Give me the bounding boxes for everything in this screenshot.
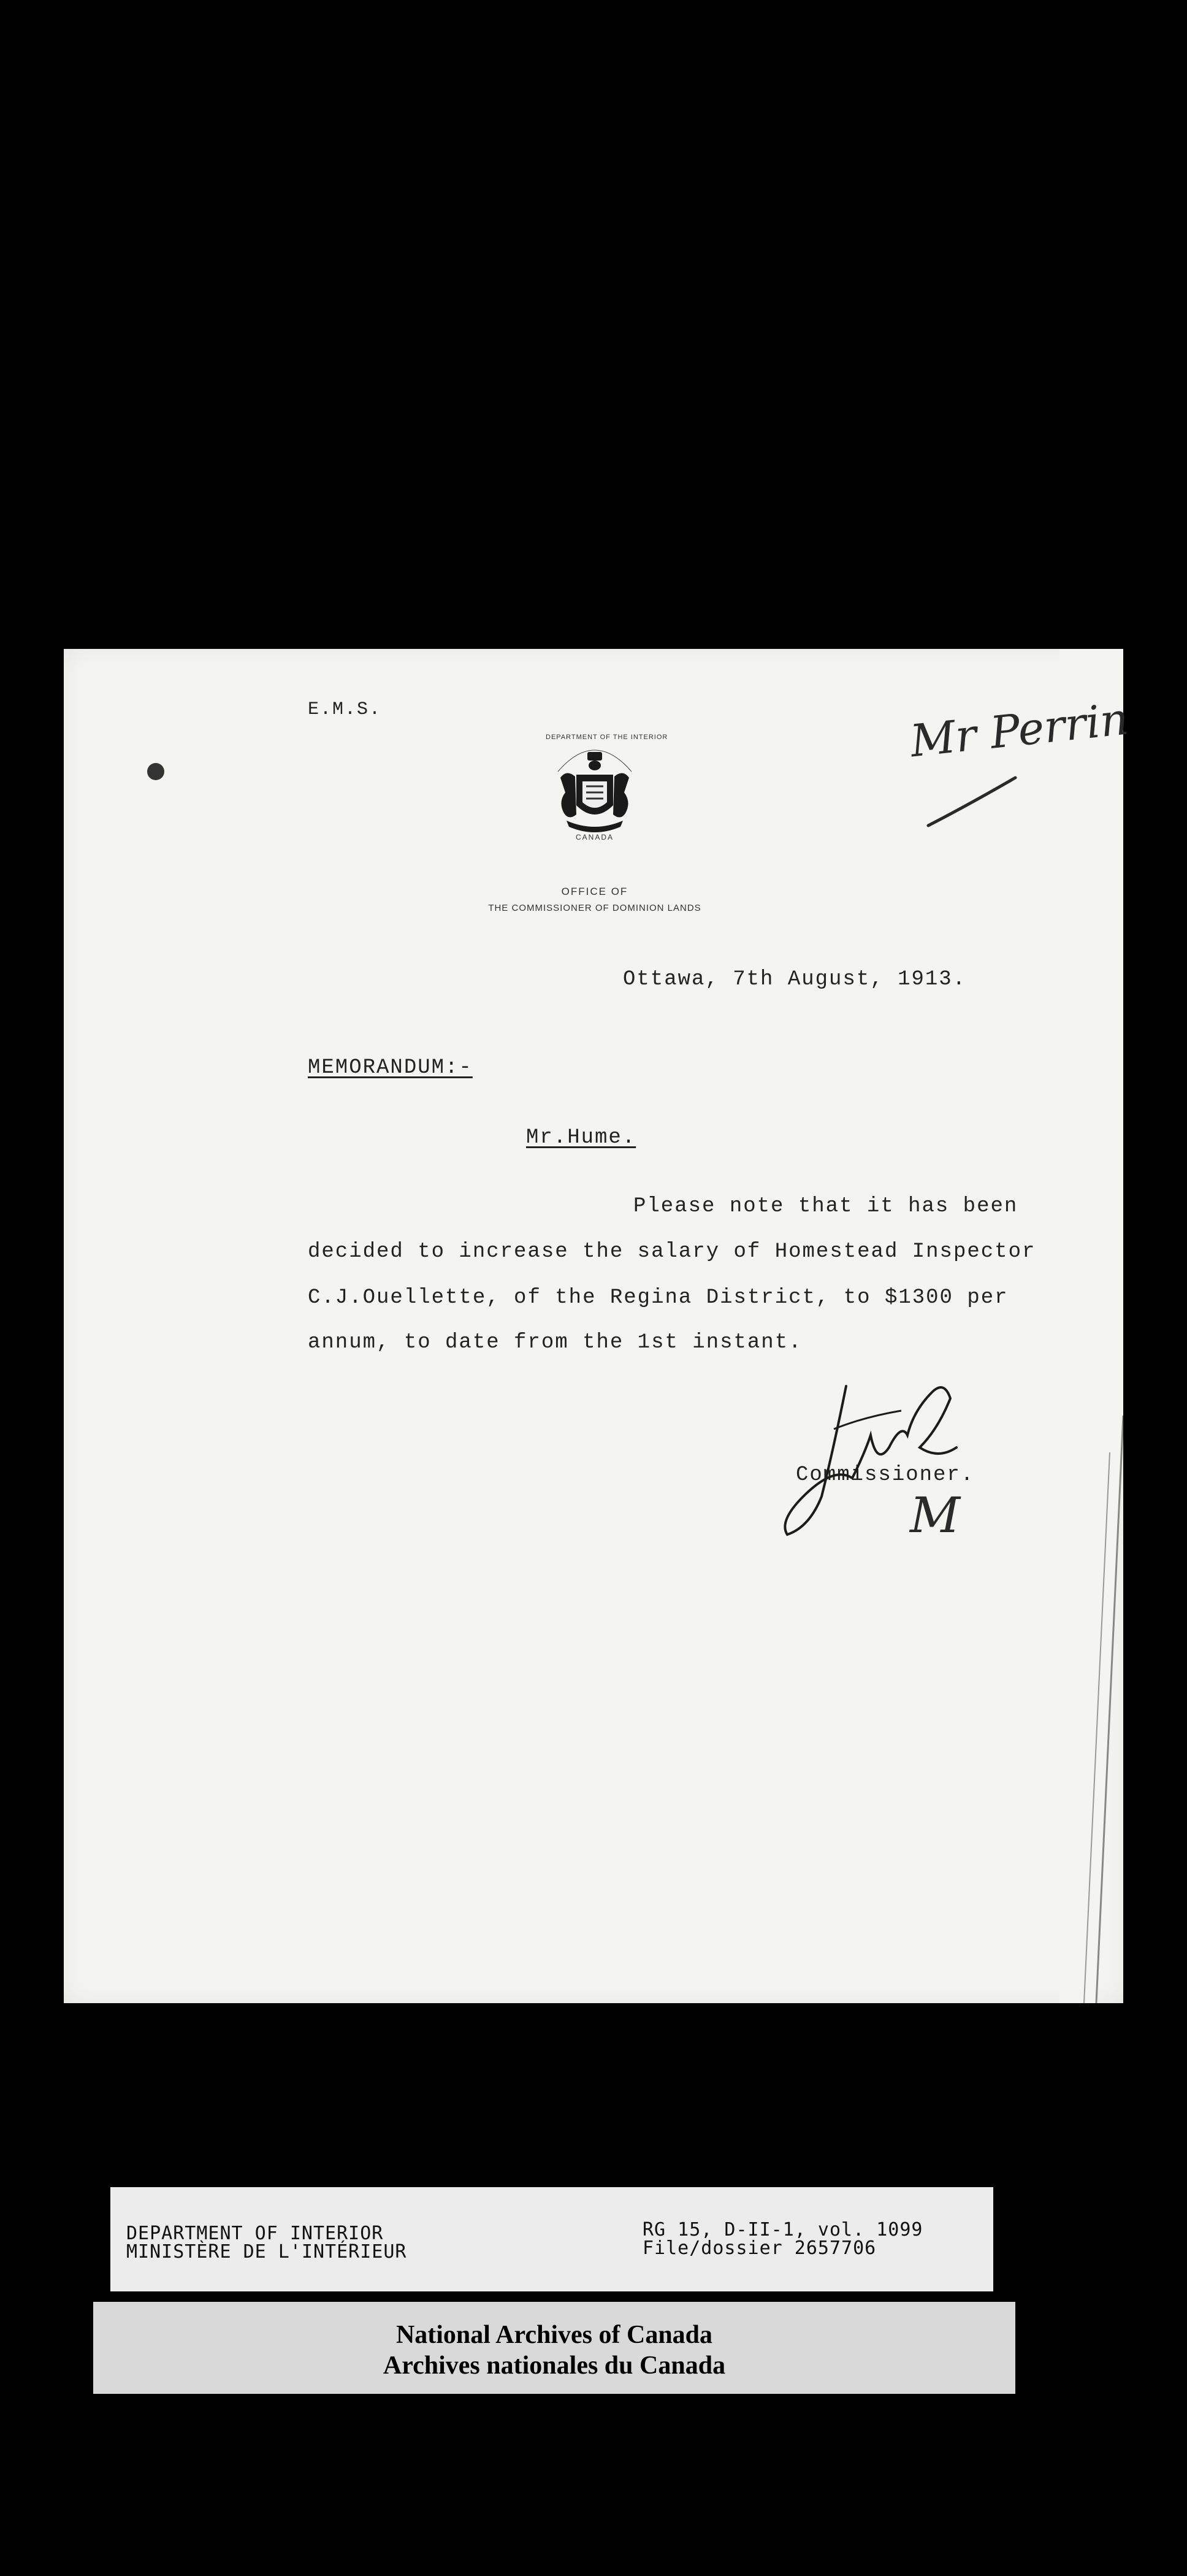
body-line-4: annum, to date from the 1st instant. [308,1331,803,1354]
memo-heading: MEMORANDUM:- [308,1056,473,1079]
document-page [64,649,1123,2003]
archive-reference-label [110,2187,993,2291]
archive-name-en: National Archives of Canada [395,2321,713,2349]
place-date: Ottawa, 7th August, 1913. [623,968,967,991]
handwritten-initials: M [910,1487,960,1544]
ref-line-1: RG 15, D-II-1, vol. 1099 [643,2219,923,2241]
typist-initials: E.M.S. [308,699,382,720]
handwritten-note: Mr Perrin [907,692,1131,767]
archive-name-fr: Archives nationales du Canada [383,2352,726,2380]
dept-en: DEPARTMENT OF INTERIOR [126,2223,384,2244]
office-line-1: OFFICE OF [561,886,628,897]
office-line-2: THE COMMISSIONER OF DOMINION LANDS [488,903,701,913]
dept-fr: MINISTÈRE DE L'INTÉRIEUR [126,2241,407,2263]
paper-mark [147,763,164,780]
signoff: Commissioner. [796,1463,975,1487]
body-line-3: C.J.Ouellette, of the Regina District, to $1300 per [308,1286,1009,1309]
body-line-1: Please note that it has been [633,1195,1018,1218]
crest-text-top: DEPARTMENT OF THE INTERIOR [546,734,668,741]
memo-addressee: Mr.Hume. [526,1126,636,1149]
ref-line-2: File/dossier 2657706 [643,2237,877,2259]
body-line-2: decided to increase the salary of Homestead Inspector [308,1240,1036,1263]
page-edge [1059,649,1123,2003]
handwritten-stroke [926,774,1018,829]
crest-text-bottom: CANADA [575,833,614,841]
archive-name-label [93,2302,1015,2394]
